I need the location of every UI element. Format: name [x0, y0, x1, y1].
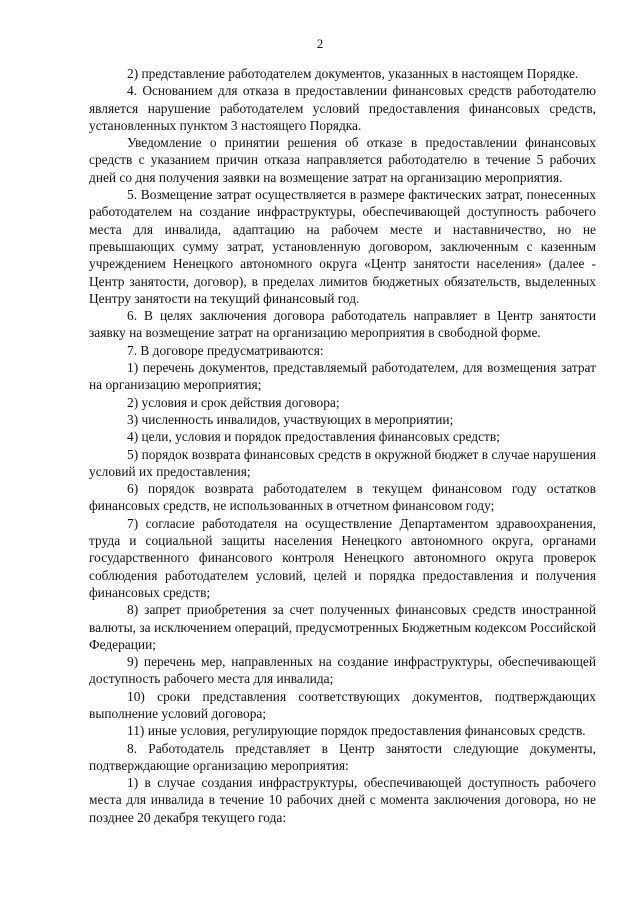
- list-item-7-9: 9) перечень мер, направленных на создание инфраструктуры, обеспечивающей доступность рабочего места для инвалида;: [89, 654, 596, 687]
- paragraph-section-8: 8. Работодатель представляет в Центр занятости следующие документы, подтверждающие организацию мероприятия:: [89, 740, 596, 773]
- paragraph-refusal-notice: Уведомление о принятии решения об отказе в предоставлении финансовых средств с указанием причин отказа направляется работодателю в течение 5 рабочих дней со дня получения заявки на возмещение затрат на организацию мероприятия.: [89, 135, 596, 185]
- list-item-7-7: 7) согласие работодателя на осуществление Департаментом здравоохранения, труда и социальной защиты населения Ненецкого автономного округа, органами государственного финансового контроля Ненецкого автономного округа проверок соблюдения работодателем условий, целей и порядка предоставления и получения финансовых средств;: [89, 515, 596, 600]
- list-item-7-3: 3) численность инвалидов, участвующих в мероприятии;: [127, 411, 454, 427]
- paragraph-item-2-documents: 2) представление работодателем документов, указанных в настоящем Порядке.: [127, 66, 579, 81]
- document-body: [89, 65, 596, 826]
- list-item-7-1: 1) перечень документов, представляемый работодателем, для возмещения затрат на организацию мероприятия;: [89, 360, 596, 393]
- page-number: 2: [316, 36, 324, 51]
- list-item-8-1: 1) в случае создания инфраструктуры, обеспечивающей доступность рабочего места для инвалида в течение 10 рабочих дней с момента заключения договора, но не позднее 20 декабря текущего года:: [89, 775, 596, 825]
- list-item-7-11: 11) иные условия, регулирующие порядок предоставления финансовых средств.: [127, 723, 586, 739]
- paragraph-section-6: 6. В целях заключения договора работодатель направляет в Центр занятости заявку на возмещение затрат на организацию мероприятия в свободной форме.: [89, 308, 596, 341]
- list-item-7-2: 2) условия и срок действия договора;: [127, 394, 340, 410]
- list-item-7-6: 6) порядок возврата работодателем в текущем финансовом году остатков финансовых средств, не использованных в отчетном финансовом году;: [89, 481, 596, 514]
- list-item-7-8: 8) запрет приобретения за счет полученных финансовых средств иностранной валюты, за исключением операций, предусмотренных Бюджетным кодексом Российской Федерации;: [89, 602, 596, 652]
- paragraph-section-7: 7. В договоре предусматриваются:: [127, 342, 324, 358]
- list-item-7-5: 5) порядок возврата финансовых средств в окружной бюджет в случае нарушения условий их предоставления;: [89, 446, 596, 479]
- paragraph-section-4: 4. Основанием для отказа в предоставлении финансовых средств работодателю является нарушение работодателем условий предоставления финансовых средств, установленных пунктом 3 настоящего Порядка.: [89, 83, 596, 133]
- paragraph-section-5: 5. Возмещение затрат осуществляется в размере фактических затрат, понесенных работодателем на создание инфраструктуры, обеспечивающей доступность рабочего места для инвалида, адаптацию на рабочем месте и наставничество, но не превышающих сумму затрат, установленную договором, заключенным с казенным учреждением Ненецкого автономного округа «Центр занятости населения» (далее - Центр занятости, договор), в пределах лимитов бюджетных обязательств, выделенных Центру занятости на текущий финансовый год.: [89, 187, 596, 306]
- list-item-7-10: 10) сроки представления соответствующих документов, подтверждающих выполнение условий договора;: [89, 688, 596, 721]
- list-item-7-4: 4) цели, условия и порядок предоставления финансовых средств;: [127, 429, 500, 445]
